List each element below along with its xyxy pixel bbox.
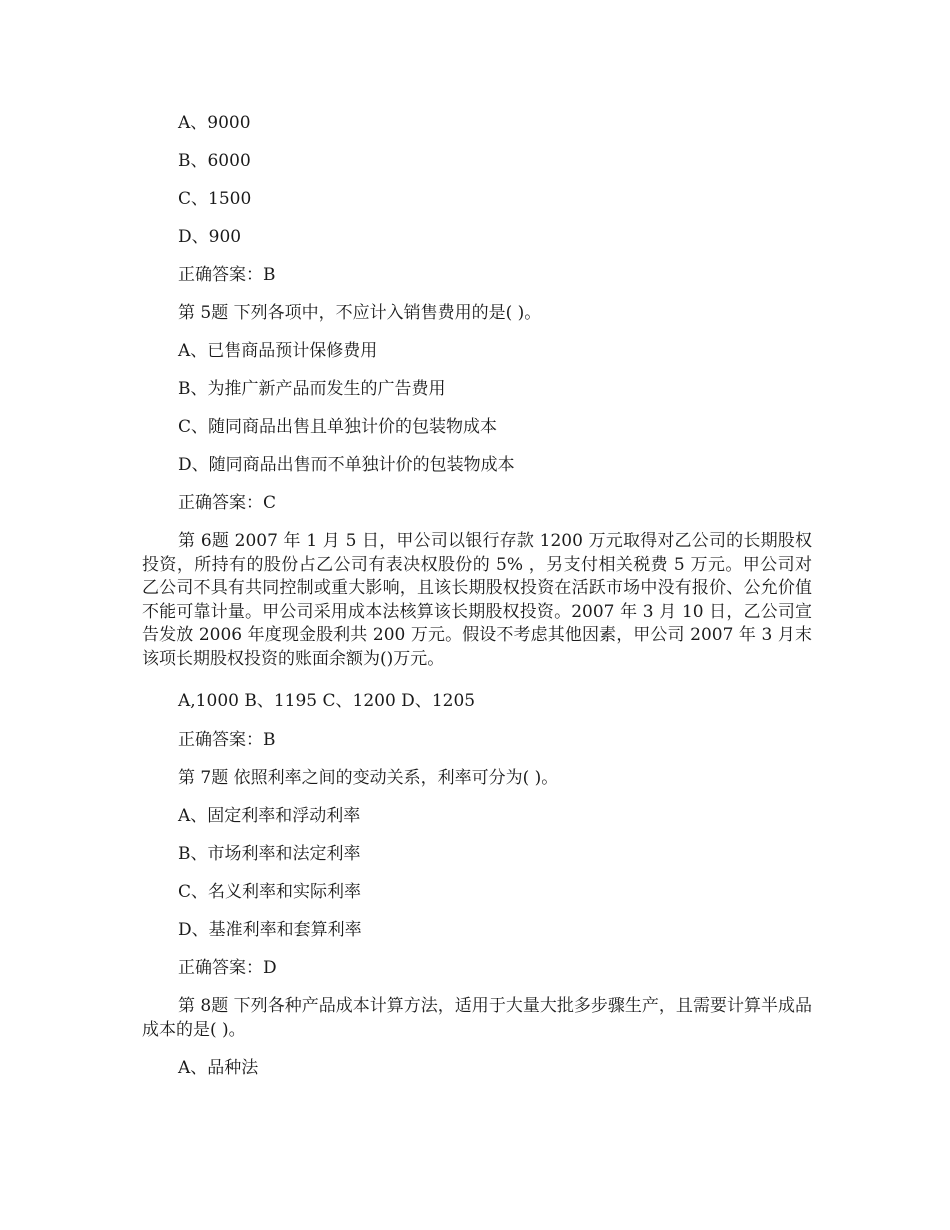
q4-option-c: C、1500	[178, 189, 252, 209]
q7-option-c: C、名义利率和实际利率	[178, 882, 362, 902]
q4-answer: 正确答案：B	[178, 265, 276, 285]
q7-option-a: A、固定利率和浮动利率	[178, 806, 361, 826]
q5-option-c: C、随同商品出售且单独计价的包装物成本	[178, 417, 498, 437]
q7-option-b: B、市场利率和法定利率	[178, 844, 361, 864]
q4-option-b: B、6000	[178, 151, 251, 171]
q5-stem: 第 5题 下列各项中，不应计入销售费用的是( )。	[178, 303, 542, 323]
q7-answer: 正确答案：D	[178, 958, 277, 978]
q8-option-a: A、品种法	[178, 1058, 259, 1078]
q6-options: A,1000 B、1195 C、1200 D、1205	[178, 691, 476, 711]
q4-option-d: D、900	[178, 227, 242, 247]
q5-answer: 正确答案：C	[178, 493, 277, 513]
q6-stem: 第 6题 2007 年 1 月 5 日，甲公司以银行存款 1200 万元取得对乙公司的长期股权投资，所持有的股份占乙公司有表决权股份的 5% ，另支付相关税费 5 万元。甲公司对乙公司不具有共同控制或重大影响，且该长期股权投资在活跃市场中没有报价、公允价值不能可靠计量。甲公司采用成本法核算该长期股权投资。2007 年 3 月 10 日，乙公司宣告发放 2006 年度现金股利共 200 万元。假设不考虑其他因素，甲公司 2007 年 3 月末该项长期股权投资的账面余额为()万元。	[142, 531, 812, 669]
q5-option-b: B、为推广新产品而发生的广告费用	[178, 379, 446, 399]
q5-option-a: A、已售商品预计保修费用	[178, 341, 378, 361]
q5-option-d: D、随同商品出售而不单独计价的包装物成本	[178, 455, 515, 475]
q7-option-d: D、基准利率和套算利率	[178, 920, 362, 940]
q4-option-a: A、9000	[178, 113, 251, 133]
q8-stem: 第 8题 下列各种产品成本计算方法，适用于大量大批多步骤生产，且需要计算半成品成本的是( )。	[142, 996, 812, 1040]
q6-answer: 正确答案：B	[178, 730, 276, 750]
q7-stem: 第 7题 依照利率之间的变动关系，利率可分为( )。	[178, 768, 559, 788]
